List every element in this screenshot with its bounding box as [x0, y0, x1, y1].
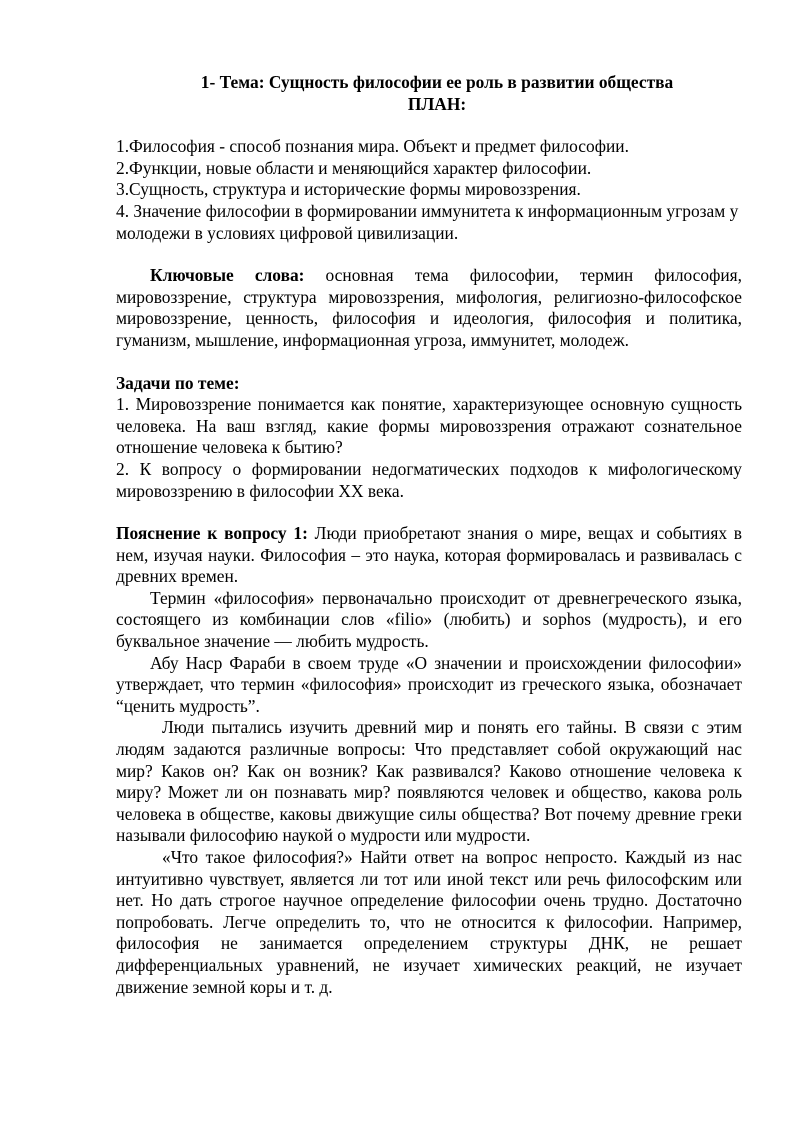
explanation-intro-text: Люди приобретают знания о мире, вещах и событиях в нем, изучая науки. Философия – это наука, которая формировалась и развивалась с древних времен.	[116, 523, 742, 587]
keywords-text: основная тема философии, термин философия, мировоззрение, структура мировоззрения, мифология, религиозно-философское мировоззрение, ценность, философия и идеология, философия и политика, гуманизм, мышление, информационная угроза, иммунитет, молодеж.	[116, 265, 742, 350]
plan-item: 2.Функции, новые области и меняющийся характер философии.	[116, 157, 592, 178]
keywords-paragraph	[116, 265, 742, 351]
plan-item: 3.Сущность, структура и исторические формы мировоззрения.	[116, 179, 581, 200]
task-item: 1. Мировоззрение понимается как понятие, характеризующее основную сущность человека. На ваш взгляд, какие формы мировоззрения отражают сознательное отношение человека к бытию?	[116, 394, 742, 458]
plan-item: 4. Значение философии в формировании иммунитета к информационным угрозам у молодежи в условиях цифровой цивилизации.	[116, 200, 739, 243]
plan-list	[116, 136, 742, 244]
task-item: 2. К вопросу о формировании недогматических подходов к мифологическому мировоззрению в философии XX века.	[116, 458, 742, 501]
explanation-paragraph: Абу Наср Фараби в своем труде «О значении и происхождении философии» утверждает, что термин «философия» происходит из греческого языка, обозначает “ценить мудрость”.	[116, 652, 742, 716]
explanation-intro	[116, 523, 742, 588]
explanation-paragraph: Термин «философия» первоначально происходит от древнегреческого языка, состоящего из комбинации слов «filio» (любить) и sophos (мудрость), и его буквальное значение — любить мудрость.	[116, 587, 742, 652]
keywords-label: Ключовые слова:	[150, 265, 305, 286]
explanation-label: Пояснение к вопросу 1:	[116, 523, 308, 544]
explanation-paragraph: Люди пытались изучить древний мир и понять его тайны. В связи с этим людям задаются различные вопросы: Что представляет собой окружающий нас мир? Каков он? Как он возник? Как развивался? Каково отношение человека к миру? Может ли он познавать мир? появляются человек и общество, какова роль человека в обществе, каковы движущие силы общества? Вот почему древние греки называли философию наукой о мудрости или мудрости.	[116, 717, 742, 846]
plan-item: 1.Философия - способ познания мира. Объект и предмет философии.	[116, 136, 629, 157]
tasks-heading: Задачи по теме:	[116, 372, 240, 393]
topic-title: 1- Тема: Сущность философии ее роль в развитии общества	[200, 72, 674, 92]
explanation-paragraph: «Что такое философия?» Найти ответ на вопрос непросто. Каждый из нас интуитивно чувствует, является ли тот или иной текст или речь философским или нет. Но дать строгое научное определение философии очень трудно. Достаточно попробовать. Легче определить то, что не относится к философии. Например, философия не занимается определением структуры ДНК, не решает дифференциальных уравнений, не изучает химических реакций, не изучает движение земной коры и т. д.	[116, 847, 742, 997]
document-page	[116, 72, 742, 998]
plan-heading: ПЛАН:	[407, 93, 467, 114]
